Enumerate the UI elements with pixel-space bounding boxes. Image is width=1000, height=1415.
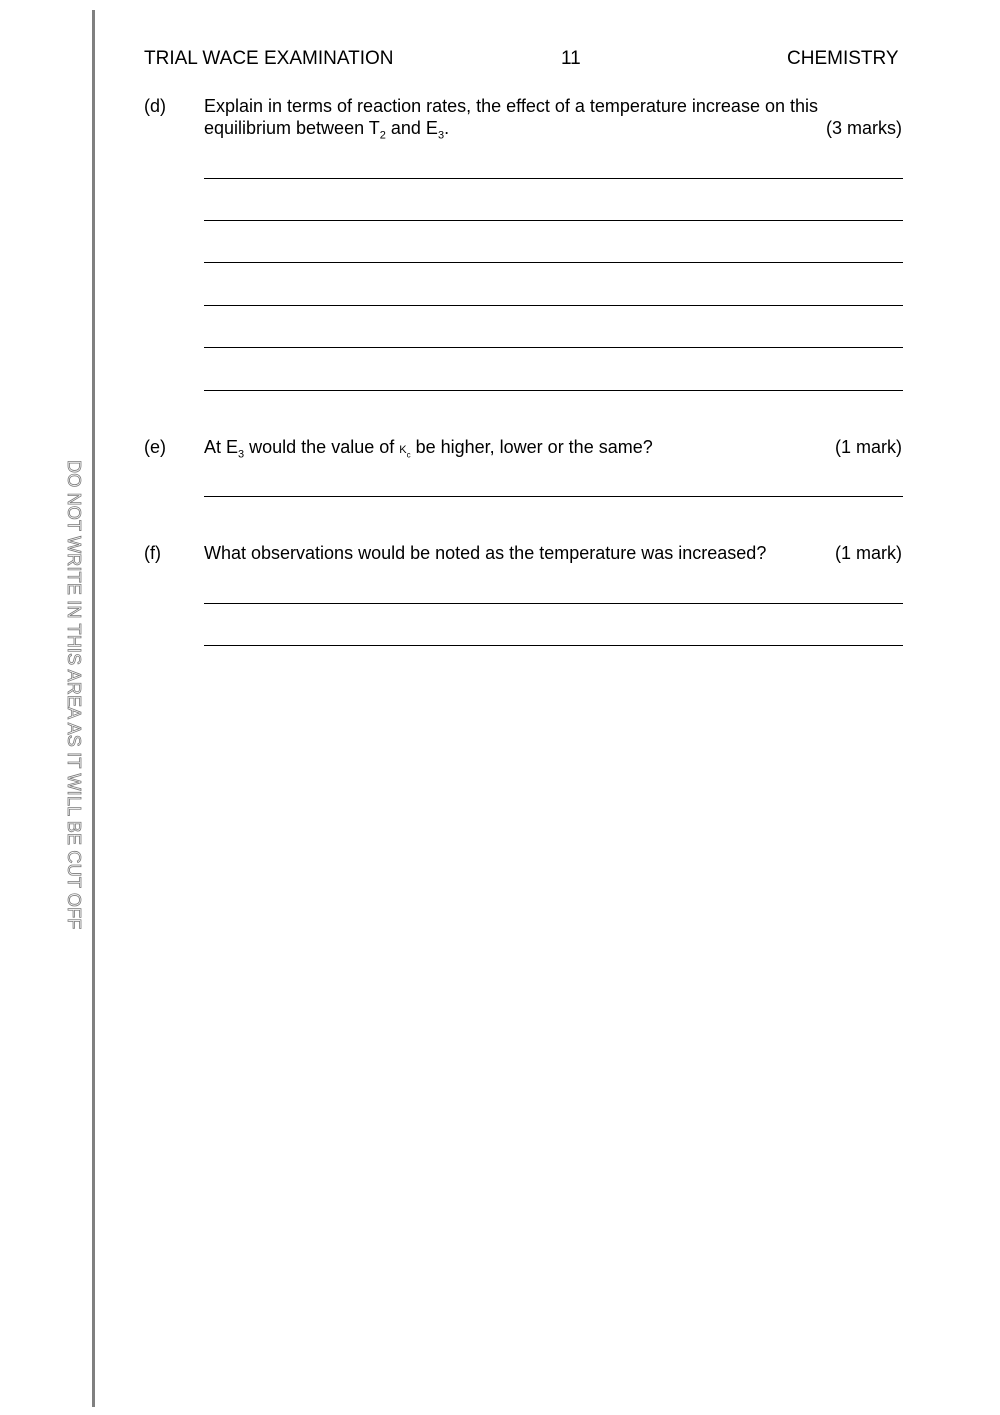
question-d-label: (d) bbox=[144, 96, 166, 116]
question-f-text: What observations would be noted as the temperature was increased? bbox=[204, 543, 767, 563]
question-e-marks: (1 mark) bbox=[835, 437, 902, 457]
answer-line[interactable] bbox=[204, 305, 903, 306]
answer-line[interactable] bbox=[204, 220, 903, 221]
answer-line[interactable] bbox=[204, 645, 903, 646]
answer-line[interactable] bbox=[204, 496, 903, 497]
subject-title: CHEMISTRY bbox=[787, 48, 899, 69]
question-d-text-line2: equilibrium between $T_2$ and $E_3$. bbox=[204, 118, 450, 142]
question-f-label: (f) bbox=[144, 543, 161, 563]
margin-notice: DO NOT WRITE IN THIS AREA AS IT WILL BE CUT OFF bbox=[64, 460, 84, 930]
question-f-marks: (1 mark) bbox=[835, 543, 902, 563]
answer-line[interactable] bbox=[204, 347, 903, 348]
answer-line[interactable] bbox=[204, 178, 903, 179]
exam-title: TRIAL WACE EXAMINATION bbox=[144, 48, 394, 69]
answer-line[interactable] bbox=[204, 262, 903, 263]
question-e-label: (e) bbox=[144, 437, 166, 457]
question-d-text-line1: Explain in terms of reaction rates, the effect of a temperature increase on this bbox=[204, 96, 818, 116]
answer-line[interactable] bbox=[204, 603, 903, 604]
cut-off-margin-line bbox=[92, 10, 95, 1407]
question-d-marks: (3 marks) bbox=[826, 118, 902, 138]
page-number: 11 bbox=[561, 48, 581, 69]
answer-line[interactable] bbox=[204, 390, 903, 391]
question-e-text: At $E_3$ would the value of $K_c$ be higher, lower or the same? bbox=[204, 437, 653, 461]
